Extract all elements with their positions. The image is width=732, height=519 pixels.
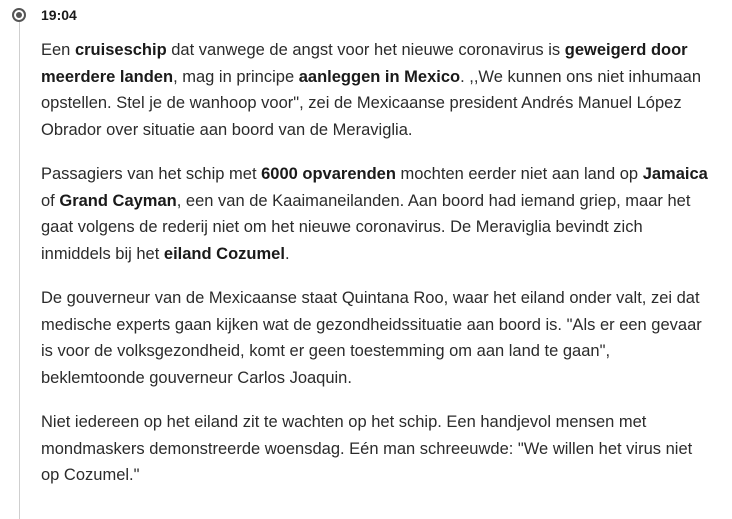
timeline-dot-icon [12,8,26,22]
highlight-mexico: aanleggen in Mexico [298,67,461,86]
paragraph-1 [41,37,711,143]
highlight-refused: geweigerd door meerdere landen [41,41,688,86]
article-body [41,37,711,507]
paragraph-3 [41,285,711,391]
text-run: Een [41,41,75,59]
text-run: . [284,244,290,263]
timeline-line [19,22,20,519]
highlight-cruise-ship: cruiseschip [74,41,167,59]
paragraph-2 [41,161,711,267]
highlight-grand-cayman: Grand Cayman [59,191,177,210]
text-run: of [41,191,60,210]
text-run: . ,,We kunnen ons niet inhumaan opstellen. Stel je de wanhoop voor", zei de Mexicaanse president Andrés Manuel López Obrador over situatie aan boord van de Meraviglia. [41,67,702,139]
text-run: dat vanwege de angst voor het nieuwe coronavirus is [166,41,565,59]
text-run: mochten eerder niet aan land op [395,165,643,183]
text-run: Passagiers van het schip met [41,165,262,183]
highlight-jamaica: Jamaica [642,165,708,183]
highlight-passengers: 6000 opvarenden [261,165,396,183]
text-run: Niet iedereen op het eiland zit te wachten op het schip. Een handjevol mensen met mondmaskers demonstreerde woensdag. Eén man schreeuwde: "We willen het virus niet op Cozumel." [41,413,693,484]
text-run: De gouverneur van de Mexicaanse staat Quintana Roo, waar het eiland onder valt, zei dat medische experts gaan kijken wat de gezondheidssituatie aan boord is. "Als er een gevaar is voor de volksgezondheid, komt er geen toestemming om aan land te gaan", beklemtoonde gouverneur Carlos Joaquin. [41,289,702,387]
entry-timestamp: 19:04 [41,7,77,23]
paragraph-4 [41,409,711,489]
text-run: , een van de Kaaimaneilanden. Aan boord had iemand griep, maar het gaat volgens de rederij niet om het nieuwe coronavirus. De Meraviglia bevindt zich inmiddels bij het [41,191,691,263]
text-run: , mag in principe [173,67,299,86]
highlight-cozumel: eiland Cozumel [163,244,285,263]
